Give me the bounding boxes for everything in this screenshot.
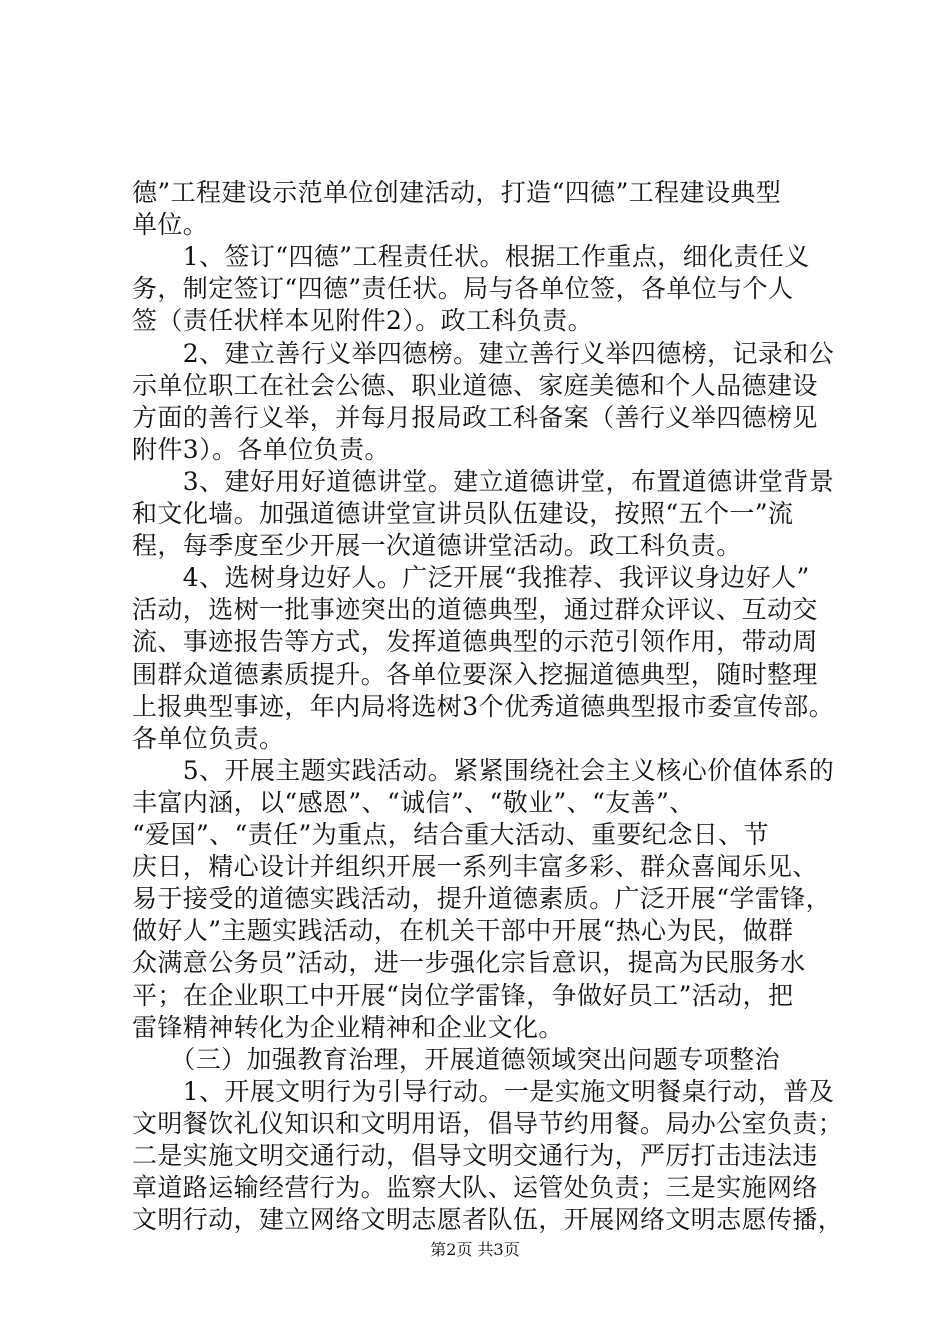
text-line: 活动，选树一批事迹突出的道德典型，通过群众评议、互动交 <box>132 595 818 625</box>
text-line: 围群众道德素质提升。各单位要深入挖掘道德典型，随时整理 <box>132 659 818 689</box>
text-line: 做好人”主题实践活动，在机关干部中开展“热心为民，做群 <box>132 916 794 946</box>
text-line: 上报典型事迹，年内局将选树3个优秀道德典型报市委宣传部。 <box>132 691 835 721</box>
text-line: 程，每季度至少开展一次道德讲堂活动。政工科负责。 <box>132 531 742 561</box>
text-line: 庆日，精心设计并组织开展一系列丰富多彩、群众喜闻乐见、 <box>132 852 818 882</box>
text-line: 德”工程建设示范单位创建活动，打造“四德”工程建设典型 <box>132 178 782 207</box>
text-line: 4、选树身边好人。广泛开展“我推荐、我评议身边好人” <box>132 563 810 593</box>
text-line: 2、建立善行义举四德榜。建立善行义举四德榜，记录和公 <box>132 338 835 368</box>
text-line: 1、开展文明行为引导行动。一是实施文明餐桌行动，普及 <box>132 1076 835 1106</box>
text-line: 务，制定签订“四德”责任状。局与各单位签，各单位与个人 <box>132 274 794 304</box>
text-line: 雷锋精神转化为企业精神和企业文化。 <box>132 1012 564 1042</box>
text-line: 5、开展主题实践活动。紧紧围绕社会主义核心价值体系的 <box>132 755 835 785</box>
text-line: “爱国”、“责任”为重点，结合重大活动、重要纪念日、节 <box>132 820 769 849</box>
text-line: 丰富内涵，以“感恩”、“诚信”、“敬业”、“友善”、 <box>132 787 695 817</box>
text-line: （三）加强教育治理，开展道德领域突出问题专项整治 <box>132 1044 780 1074</box>
text-line: 二是实施文明交通行动，倡导文明交通行为，严厉打击违法违 <box>132 1141 818 1170</box>
text-line: 方面的善行义举，并每月报局政工科备案（善行义举四德榜见 <box>132 402 818 432</box>
text-line: 示单位职工在社会公德、职业道德、家庭美德和个人品德建设 <box>132 370 818 400</box>
text-line: 各单位负责。 <box>132 723 285 753</box>
text-line: 签（责任状样本见附件2）。政工科负责。 <box>132 306 594 336</box>
text-line: 附件3）。各单位负责。 <box>132 434 390 464</box>
text-line: 1、签订“四德”工程责任状。根据工作重点，细化责任义 <box>132 242 810 272</box>
text-line: 众满意公务员”活动，进一步强化宗旨意识，提高为民服务水 <box>132 948 806 978</box>
text-line: 平；在企业职工中开展“岗位学雷锋，争做好员工”活动，把 <box>132 980 794 1010</box>
text-line: 文明行动，建立网络文明志愿者队伍，开展网络文明志愿传播， <box>132 1205 844 1235</box>
text-line: 和文化墙。加强道德讲堂宣讲员队伍建设，按照“五个一”流 <box>132 499 794 528</box>
text-line: 易于接受的道德实践活动，提升道德素质。广泛开展“学雷锋， <box>132 884 831 914</box>
text-line: 3、建好用好道德讲堂。建立道德讲堂，布置道德讲堂背景 <box>132 466 835 496</box>
text-line: 流、事迹报告等方式，发挥道德典型的示范引领作用，带动周 <box>132 627 818 657</box>
text-line: 单位。 <box>132 210 209 240</box>
text-line: 文明餐饮礼仪知识和文明用语，倡导节约用餐。局办公室负责； <box>132 1108 844 1138</box>
text-line: 章道路运输经营行为。监察大队、运管处负责；三是实施网络 <box>132 1173 818 1203</box>
page-footer: 第2页 共3页 <box>430 1240 520 1259</box>
